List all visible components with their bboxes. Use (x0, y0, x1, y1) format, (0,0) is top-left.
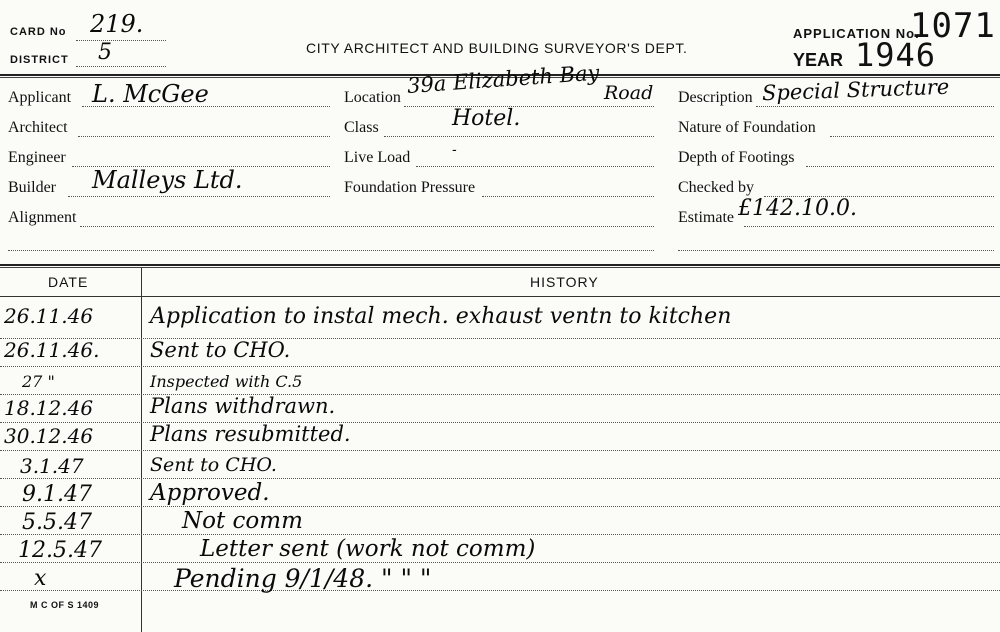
row-line (0, 478, 1000, 479)
description-label: Description (678, 89, 753, 106)
alignment-label: Alignment (8, 209, 77, 226)
location-label: Location (344, 89, 401, 106)
description-line (756, 106, 994, 107)
estimate-line-2 (678, 250, 994, 251)
history-date: 5.5.47 (22, 510, 92, 535)
district-line (76, 66, 166, 67)
estimate-line (744, 226, 994, 227)
location-value: 39a Elizabeth Bay (406, 60, 601, 98)
history-entry: Application to instal mech. exhaust ventn to kitchen (150, 304, 732, 329)
architect-label: Architect (8, 119, 68, 136)
location-value-road: Road (604, 82, 654, 104)
history-date: 18.12.46 (4, 396, 94, 420)
date-column-header: DATE (48, 274, 89, 290)
application-label: APPLICATION No. (793, 26, 920, 41)
live-load-value: - (452, 142, 457, 158)
history-entry: Not comm (182, 508, 303, 534)
district-label: DISTRICT (10, 54, 69, 66)
depth-of-footings-label: Depth of Footings (678, 149, 795, 166)
depth-line (806, 166, 994, 167)
live-load-label: Live Load (344, 149, 411, 166)
foundation-pressure-line (482, 196, 654, 197)
estimate-value: £142.10.0. (738, 196, 857, 221)
history-date: 27 " (22, 372, 55, 391)
row-line (0, 366, 1000, 367)
history-top-rule-thin (0, 267, 1000, 268)
estimate-label: Estimate (678, 209, 734, 226)
history-date: 3.1.47 (20, 454, 84, 478)
history-entry: Inspected with C.5 (150, 372, 303, 391)
class-label: Class (344, 119, 379, 136)
department-title: CITY ARCHITECT AND BUILDING SURVEYOR'S DEPT. (306, 40, 688, 56)
history-date: 26.11.46. (4, 338, 100, 362)
builder-label: Builder (8, 179, 56, 196)
card-no-value: 219. (90, 10, 144, 38)
form-code: M C OF S 1409 (30, 600, 100, 610)
nature-line (830, 136, 994, 137)
builder-value: Malleys Ltd. (92, 166, 243, 194)
card-no-line (76, 40, 166, 41)
architect-line (78, 136, 330, 137)
history-entry: Plans resubmitted. (150, 422, 351, 446)
year-value: 1946 (855, 36, 937, 74)
history-entry: Sent to CHO. (150, 454, 277, 476)
applicant-value: L. McGee (92, 80, 209, 108)
district-value: 5 (98, 40, 112, 65)
history-header-rule (0, 296, 1000, 297)
history-date: 26.11.46 (4, 304, 94, 328)
nature-of-foundation-label: Nature of Foundation (678, 119, 816, 136)
history-entry: Pending 9/1/48. " " " (174, 564, 432, 593)
history-entry: Plans withdrawn. (150, 394, 336, 418)
applicant-line (82, 106, 330, 107)
history-entry: Sent to CHO. (150, 338, 291, 362)
history-column-header: HISTORY (530, 274, 599, 290)
history-date: 30.12.46 (4, 424, 94, 448)
history-date: 9.1.47 (22, 482, 92, 507)
class-line (384, 136, 654, 137)
description-value: Special Structure (761, 74, 950, 106)
history-entry: Approved. (150, 480, 270, 506)
live-load-line (416, 166, 654, 167)
history-date: x (34, 566, 47, 591)
engineer-label: Engineer (8, 149, 66, 166)
year-label: YEAR (793, 50, 844, 70)
row-line (0, 450, 1000, 451)
history-entry: Letter sent (work not comm) (200, 536, 536, 562)
builder-line (68, 196, 330, 197)
location-line (404, 106, 654, 107)
card-no-label: CARD No (10, 26, 67, 38)
history-date: 12.5.47 (18, 538, 102, 563)
history-top-rule (0, 264, 1000, 266)
foundation-pressure-label: Foundation Pressure (344, 179, 476, 196)
alignment-line (80, 226, 654, 227)
applicant-label: Applicant (8, 89, 72, 106)
checked-by-label: Checked by (678, 179, 754, 196)
application-number: 1071 (910, 6, 996, 46)
class-value: Hotel. (452, 106, 521, 131)
alignment-line-2 (8, 250, 654, 251)
